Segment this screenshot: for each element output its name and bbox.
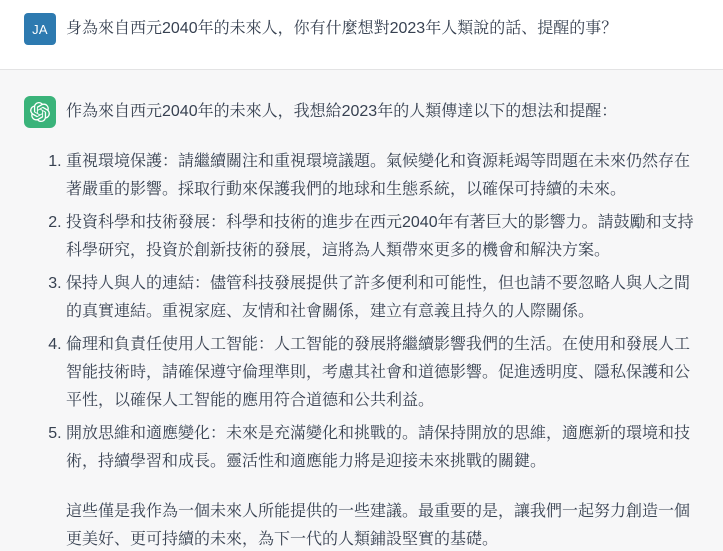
- openai-logo-icon: [30, 102, 50, 122]
- assistant-suggestions-list: [66, 148, 699, 476]
- assistant-message-row: [0, 69, 723, 551]
- user-message-row: [0, 0, 723, 69]
- assistant-message-body: [66, 98, 699, 551]
- list-item: 5. 開放思維和適應變化：未來是充滿變化和挑戰的。請保持開放的思維，適應新的環境和技術，持續學習和成長。靈活性和適應能力將是迎接未來挑戰的關鍵。: [66, 420, 699, 476]
- user-message-text: 身為來自西元2040年的未來人，你有什麼想對2023年人類說的話、提醒的事？: [66, 20, 618, 37]
- assistant-closing-text: 這些僅是我作為一個未來人所能提供的一些建議。最重要的是，讓我們一起努力創造一個更美好、更可持續的未來，為下一代的人類鋪設堅實的基礎。: [66, 503, 691, 548]
- list-item: 3. 保持人與人的連結：儘管科技發展提供了許多便利和可能性，但也請不要忽略人與人之間的真實連結。重視家庭、友情和社會關係，建立有意義且持久的人際關係。: [66, 270, 699, 326]
- list-item: 2. 投資科學和技術發展：科學和技術的進步在西元2040年有著巨大的影響力。請鼓勵和支持科學研究，投資於創新技術的發展，這將為人類帶來更多的機會和解決方案。: [66, 209, 699, 265]
- list-item: 1. 重視環境保護：請繼續關注和重視環境議題。氣候變化和資源耗竭等問題在未來仍然存在著嚴重的影響。採取行動來保護我們的地球和生態系統，以確保可持續的未來。: [66, 148, 699, 204]
- assistant-intro-text: 作為來自西元2040年的未來人，我想給2023年的人類傳達以下的想法和提醒：: [66, 103, 618, 120]
- user-message-body: [66, 15, 699, 43]
- assistant-avatar: [24, 96, 56, 128]
- user-avatar: JA: [24, 13, 56, 45]
- list-item: 4. 倫理和負責任使用人工智能：人工智能的發展將繼續影響我們的生活。在使用和發展人工智能技術時，請確保遵守倫理準則，考慮其社會和道德影響。促進透明度、隱私保護和公平性，以確保人工智能的應用符合道德和公共利益。: [66, 331, 699, 415]
